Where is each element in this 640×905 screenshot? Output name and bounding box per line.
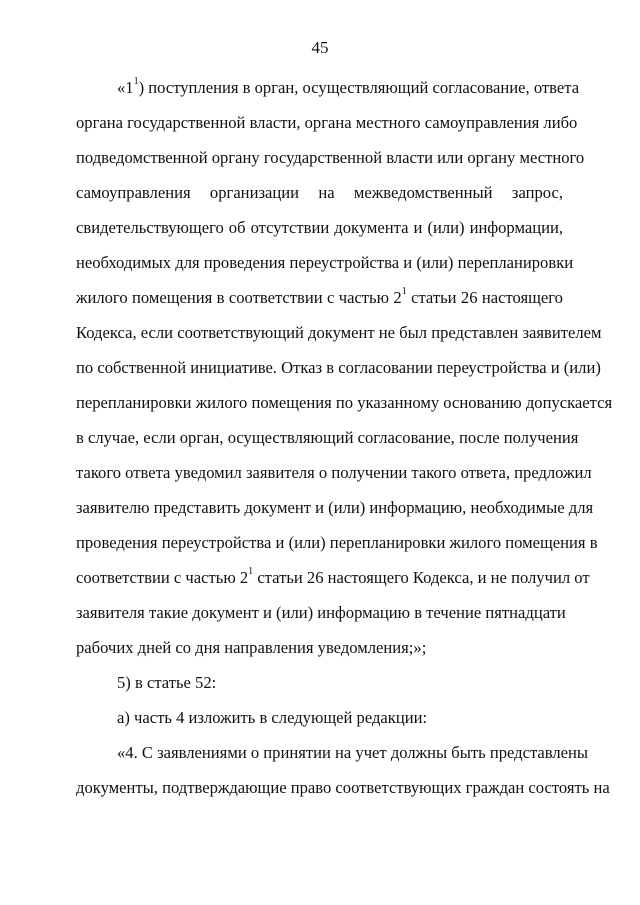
text-fragment: жилого помещения в соответствии с частью 2 [76,288,402,307]
text-line: самоуправления организации на межведомственный запрос, [76,183,563,202]
text-line: Кодекса, если соответствующий документ не был представлен заявителем [76,323,602,342]
text-line: в случае, если орган, осуществляющий согласование, после получения [76,428,579,447]
page-number: 45 [311,38,329,57]
superscript: 1 [248,566,254,578]
text-line: документы, подтверждающие право соответствующих граждан состоять на [76,778,610,797]
text-line: по собственной инициативе. Отказ в согласовании переустройства и (или) [76,358,601,377]
text-fragment: статьи 26 настоящего [406,288,563,307]
text-line: проведения переустройства и (или) перепланировки жилого помещения в [76,533,598,552]
text-fragment: статьи 26 настоящего Кодекса, и не получил от [253,568,590,587]
text-line: заявителя такие документ и (или) информацию в течение пятнадцати [76,603,566,622]
text-line: заявителю представить документ и (или) информацию, необходимые для [76,498,594,517]
text-fragment: «1 [117,78,134,97]
text-line [76,566,590,589]
text-fragment: соответствии с частью 2 [76,568,249,587]
text-line: перепланировки жилого помещения по указанному основанию допускается [76,393,613,412]
text-line: необходимых для проведения переустройства и (или) перепланировки [76,253,574,272]
text-fragment: ) поступления в орган, осуществляющий согласование, ответа [138,78,580,97]
list-item: а) часть 4 изложить в следующей редакции: [117,708,428,727]
list-item: 5) в статье 52: [117,673,217,692]
text-line: «4. С заявлениями о принятии на учет должны быть представлены [117,743,589,762]
text-line: подведомственной органу государственной власти или органу местного [76,148,585,167]
superscript: 1 [133,76,139,88]
superscript: 1 [401,286,407,298]
text-line: свидетельствующего об отсутствии документа и (или) информации, [76,218,563,237]
text-line: рабочих дней со дня направления уведомления;»; [76,638,427,657]
text-line [117,76,580,99]
text-line [76,287,563,309]
text-line: такого ответа уведомил заявителя о получении такого ответа, предложил [76,463,592,482]
text-line: органа государственной власти, органа местного самоуправления либо [76,113,578,132]
